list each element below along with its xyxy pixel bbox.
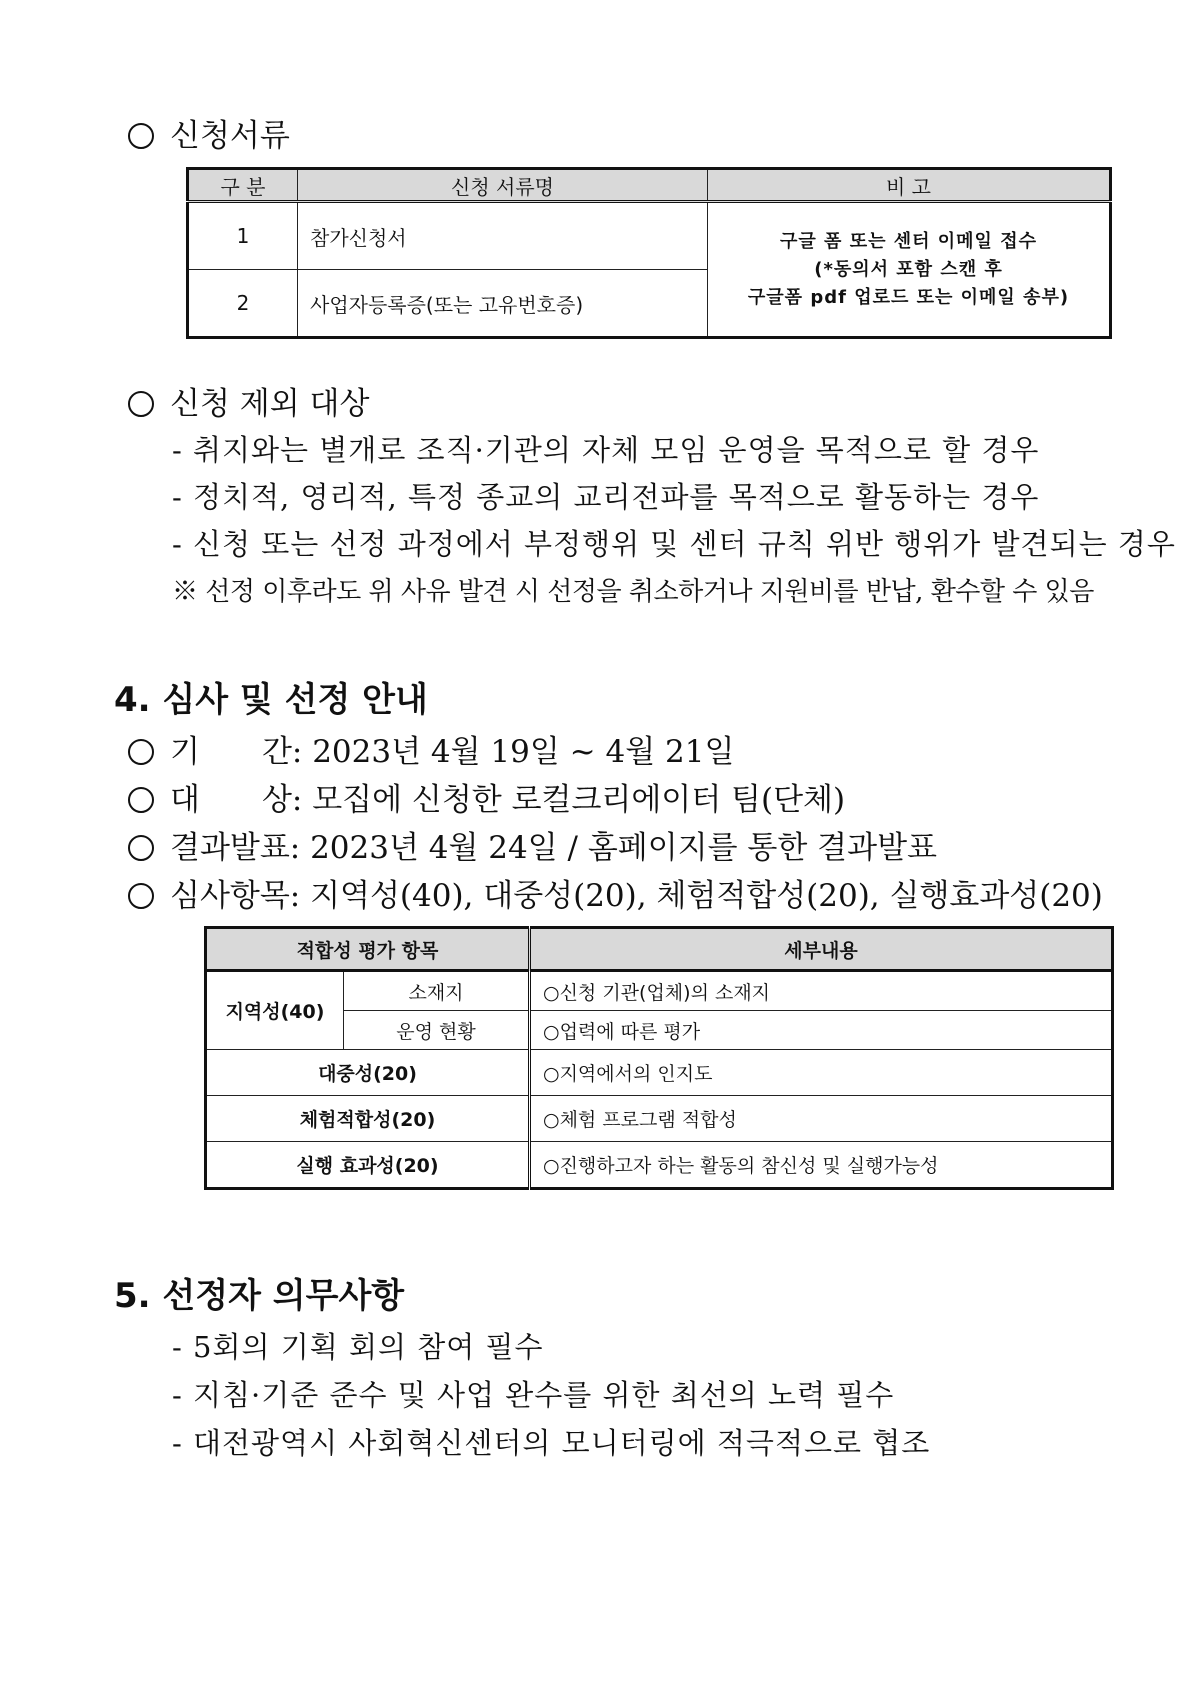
table-header-row: [188, 169, 1111, 202]
circle-bullet-icon: [128, 835, 154, 861]
criteria-detail: ○체험 프로그램 적합성: [530, 1096, 1113, 1142]
remark-cell: [708, 202, 1111, 338]
criteria-label: 지역성(40): [206, 971, 344, 1050]
documents-table: [186, 167, 1112, 339]
criteria-detail: ○신청 기관(업체)의 소재지: [530, 971, 1113, 1011]
criteria-detail: ○진행하고자 하는 활동의 참신성 및 실행가능성: [530, 1142, 1113, 1189]
review-bullet: 대 상: 모집에 신청한 로컬크리에이터 팀(단체): [128, 774, 845, 819]
section5-heading: 5. 선정자 의무사항: [114, 1276, 405, 1316]
table-row: [206, 1142, 1113, 1189]
circle-bullet-icon: [128, 123, 154, 149]
document-name: 참가신청서: [298, 202, 708, 270]
obligation-item: - 5회의 기획 회의 참여 필수: [172, 1330, 544, 1364]
table-row: [206, 1096, 1113, 1142]
table-row: [206, 971, 1113, 1011]
circle-bullet-icon: [128, 787, 154, 813]
circle-bullet-icon: [128, 391, 154, 417]
sub-criteria: 소재지: [344, 971, 530, 1011]
remark-line: 구글 폼 또는 센터 이메일 접수: [780, 230, 1037, 252]
exclusion-section-title: 신청 제외 대상: [128, 378, 369, 423]
table-row: [188, 202, 1111, 270]
column-header: 비 고: [708, 169, 1111, 202]
column-header: 신청 서류명: [298, 169, 708, 202]
row-number: 1: [188, 202, 298, 270]
criteria-detail: ○지역에서의 인지도: [530, 1050, 1113, 1096]
exclusion-note: ※ 선정 이후라도 위 사유 발견 시 선정을 취소하거나 지원비를 반납, 환수할 수 있음: [172, 577, 1094, 607]
criteria-label: 대중성(20): [206, 1050, 530, 1096]
exclusion-item: - 정치적, 영리적, 특정 종교의 교리전파를 목적으로 활동하는 경우: [172, 480, 1040, 514]
table-header-row: [206, 928, 1113, 971]
criteria-label: 실행 효과성(20): [206, 1142, 530, 1189]
exclusion-item: - 신청 또는 선정 과정에서 부정행위 및 센터 규칙 위반 행위가 발견되는 경우: [172, 527, 1176, 561]
sub-criteria: 운영 현황: [344, 1011, 530, 1050]
table-row: [206, 1050, 1113, 1096]
docs-section-title: 신청서류: [128, 110, 290, 155]
evaluation-table: [204, 926, 1114, 1190]
criteria-detail: ○업력에 따른 평가: [530, 1011, 1113, 1050]
column-header: 세부내용: [530, 928, 1113, 971]
section4-heading: 4. 심사 및 선정 안내: [114, 680, 428, 720]
circle-bullet-icon: [128, 883, 154, 909]
obligation-item: - 지침·기준 준수 및 사업 완수를 위한 최선의 노력 필수: [172, 1378, 895, 1412]
column-header: 구 분: [188, 169, 298, 202]
obligation-item: - 대전광역시 사회혁신센터의 모니터링에 적극적으로 협조: [172, 1426, 931, 1460]
remark-line: (*동의서 포함 스캔 후: [814, 258, 1003, 280]
review-bullet: 결과발표: 2023년 4월 24일 / 홈페이지를 통한 결과발표: [128, 822, 937, 867]
review-bullet: 심사항목: 지역성(40), 대중성(20), 체험적합성(20), 실행효과성(20): [128, 870, 1103, 915]
circle-bullet-icon: [128, 739, 154, 765]
criteria-label: 체험적합성(20): [206, 1096, 530, 1142]
review-bullet: 기 간: 2023년 4월 19일 ~ 4월 21일: [128, 726, 734, 771]
exclusion-item: - 취지와는 별개로 조직·기관의 자체 모임 운영을 목적으로 할 경우: [172, 433, 1040, 467]
row-number: 2: [188, 270, 298, 338]
remark-line: 구글폼 pdf 업로드 또는 이메일 송부): [747, 286, 1070, 308]
document-name: 사업자등록증(또는 고유번호증): [298, 270, 708, 338]
column-header: 적합성 평가 항목: [206, 928, 530, 971]
